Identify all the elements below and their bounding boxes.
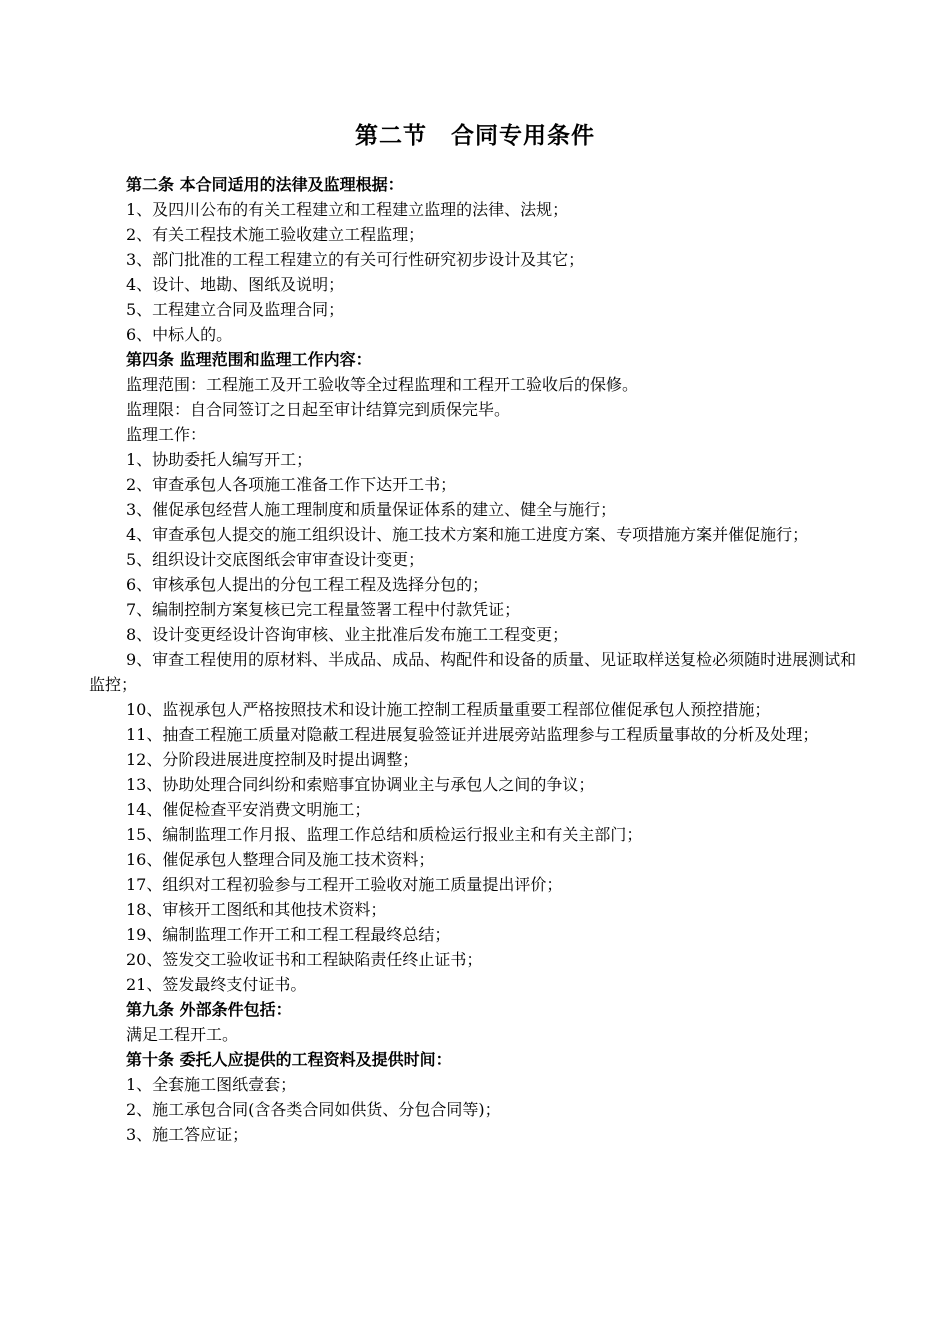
paragraph: 2、有关工程技术施工验收建立工程监理； — [126, 225, 425, 244]
paragraph: 4、审查承包人提交的施工组织设计、施工技术方案和施工进度方案、专项措施方案并催促施行； — [126, 525, 809, 544]
paragraph: 7、编制控制方案复核已完工程量签署工程中付款凭证； — [126, 600, 521, 619]
document-body — [89, 172, 863, 1147]
paragraph: 15、编制监理工作月报、监理工作总结和质检运行报业主和有关主部门； — [126, 825, 643, 844]
paragraph: 1、全套施工图纸壹套； — [126, 1075, 297, 1094]
clause-heading: 第九条 外部条件包括： — [126, 1000, 292, 1019]
paragraph: 4、设计、地勘、图纸及说明； — [126, 275, 345, 294]
paragraph: 11、抽查工程施工质量对隐蔽工程进展复验签证并进展旁站监理参与工程质量事故的分析及处理； — [126, 725, 819, 744]
clause-heading: 第二条 本合同适用的法律及监理根据： — [126, 175, 404, 194]
paragraph: 9、审查工程使用的原材料、半成品、成品、构配件和设备的质量、见证取样送复检必须随时进展测试和监控； — [89, 650, 857, 694]
clause-heading: 第十条 委托人应提供的工程资料及提供时间： — [126, 1050, 452, 1069]
paragraph: 满足工程开工。 — [126, 1025, 239, 1044]
paragraph: 监理限：自合同签订之日起至审计结算完到质保完毕。 — [126, 400, 511, 419]
paragraph: 3、施工答应证； — [126, 1125, 249, 1144]
paragraph: 13、协助处理合同纠纷和索赔事宜协调业主与承包人之间的争议； — [126, 775, 595, 794]
paragraph: 14、催促检查平安消费文明施工； — [126, 800, 371, 819]
paragraph: 10、监视承包人严格按照技术和设计施工控制工程质量重要工程部位催促承包人预控措施； — [126, 700, 771, 719]
paragraph: 3、催促承包经营人施工理制度和质量保证体系的建立、健全与施行； — [126, 500, 617, 519]
paragraph: 17、组织对工程初验参与工程开工验收对施工质量提出评价； — [126, 875, 563, 894]
paragraph: 12、分阶段进展进度控制及时提出调整； — [126, 750, 419, 769]
section-title: 第二节 合同专用条件 — [355, 123, 595, 149]
paragraph: 21、签发最终支付证书。 — [126, 975, 307, 994]
paragraph: 2、审查承包人各项施工准备工作下达开工书； — [126, 475, 457, 494]
paragraph: 1、及四川公布的有关工程建立和工程建立监理的法律、法规； — [126, 200, 569, 219]
paragraph: 监理工作： — [126, 425, 207, 444]
paragraph: 6、审核承包人提出的分包工程工程及选择分包的； — [126, 575, 489, 594]
paragraph: 5、组织设计交底图纸会审审查设计变更； — [126, 550, 425, 569]
paragraph: 18、审核开工图纸和其他技术资料； — [126, 900, 387, 919]
paragraph: 监理范围：工程施工及开工验收等全过程监理和工程开工验收后的保修。 — [126, 375, 639, 394]
paragraph: 3、部门批准的工程工程建立的有关可行性研究初步设计及其它； — [126, 250, 585, 269]
paragraph: 5、工程建立合同及监理合同； — [126, 300, 345, 319]
paragraph: 20、签发交工验收证书和工程缺陷责任终止证书； — [126, 950, 483, 969]
paragraph: 2、施工承包合同(含各类合同如供货、分包合同等)； — [126, 1100, 501, 1119]
clause-heading: 第四条 监理范围和监理工作内容： — [126, 350, 372, 369]
paragraph: 19、编制监理工作开工和工程工程最终总结； — [126, 925, 451, 944]
paragraph: 8、设计变更经设计咨询审核、业主批准后发布施工工程变更； — [126, 625, 569, 644]
paragraph: 16、催促承包人整理合同及施工技术资料； — [126, 850, 435, 869]
paragraph: 6、中标人的。 — [126, 325, 233, 344]
paragraph: 1、协助委托人编写开工； — [126, 450, 313, 469]
